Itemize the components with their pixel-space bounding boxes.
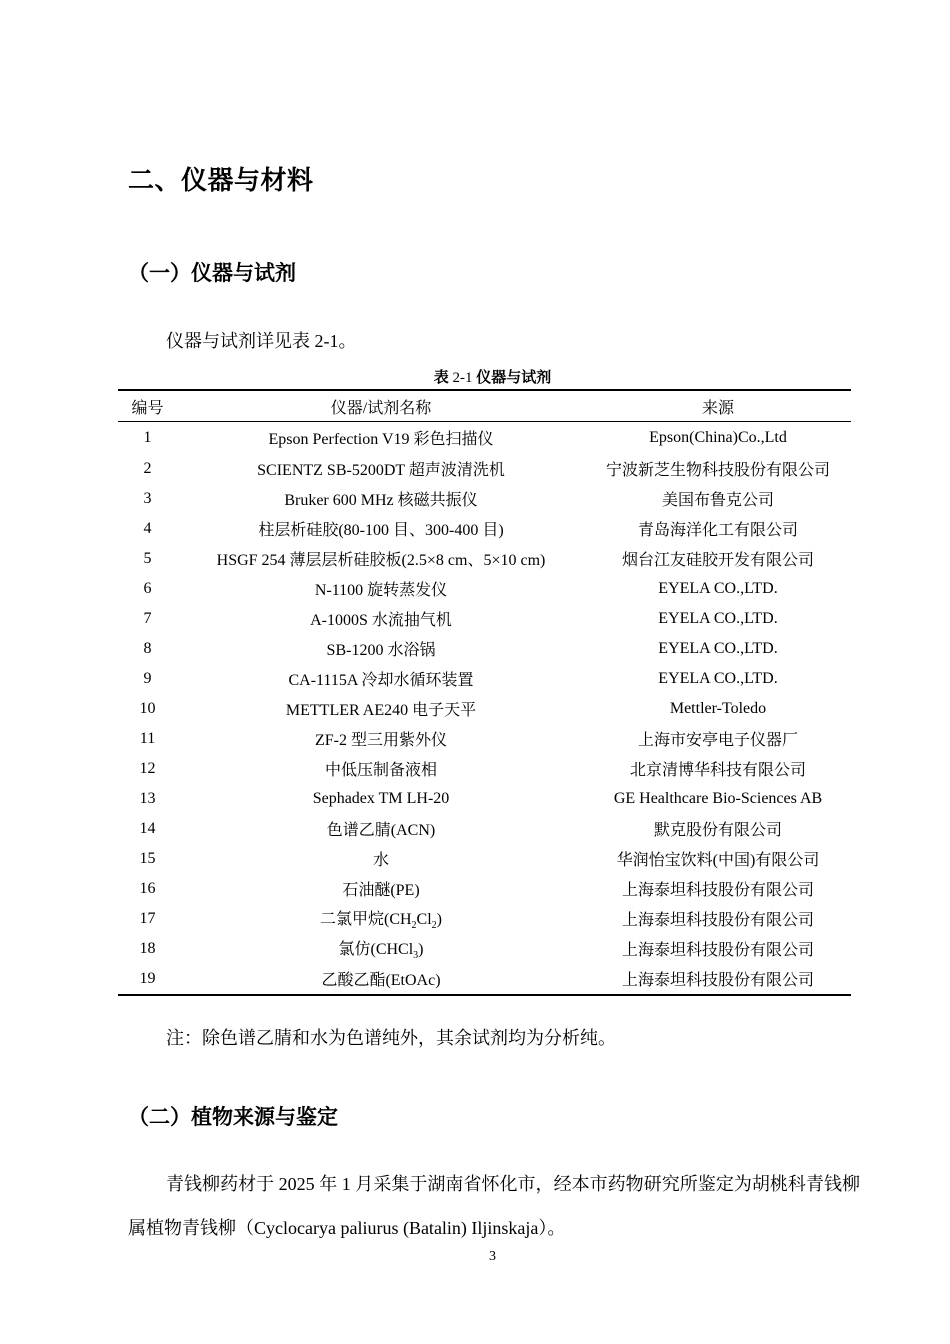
table-row bbox=[118, 934, 851, 964]
cell-number: 16 bbox=[139, 879, 156, 897]
cell-number: 13 bbox=[139, 789, 156, 807]
cell-number: 5 bbox=[143, 549, 152, 567]
note-paragraph: 注：除色谱乙腈和水为色谱纯外，其余试剂均为分析纯。 bbox=[166, 1028, 616, 1048]
cell-name: 石油醚(PE) bbox=[342, 882, 420, 899]
cell-number: 1 bbox=[143, 428, 152, 446]
table-row bbox=[118, 874, 851, 904]
cell-number: 9 bbox=[143, 669, 152, 687]
cell-number: 2 bbox=[143, 459, 152, 477]
table-row bbox=[118, 604, 851, 634]
table-row bbox=[118, 634, 851, 664]
cell-name: 二氯甲烷$(CH_2Cl_2)$ bbox=[319, 910, 442, 932]
table-caption-number: 2-1 bbox=[448, 370, 477, 386]
cell-name: N-1100 旋转蒸发仪 bbox=[314, 582, 448, 599]
cell-source: Mettler-Toledo bbox=[669, 699, 767, 717]
cell-number: 19 bbox=[139, 969, 156, 987]
table-row bbox=[118, 904, 851, 934]
cell-source: 上海泰坦科技股份有限公司 bbox=[621, 942, 814, 959]
plant-paragraph: 青钱柳药材于 2025 年 1 月采集于湖南省怀化市，经本市药物研究所鉴定为胡桃科青钱柳属植物青钱柳（Cyclocarya paliurus (Batalin) Iljinskaja）。 bbox=[128, 1174, 860, 1238]
table-row bbox=[118, 964, 851, 995]
cell-source: EYELA CO.,LTD. bbox=[658, 639, 778, 657]
table-row bbox=[118, 844, 851, 874]
cell-source: Epson(China)Co.,Ltd bbox=[649, 428, 787, 446]
cell-source: 华润怡宝饮料(中国)有限公司 bbox=[616, 852, 820, 869]
table-header-row bbox=[118, 390, 851, 422]
cell-number: 15 bbox=[139, 849, 156, 867]
cell-name: Bruker 600 MHz 核磁共振仪 bbox=[284, 492, 478, 509]
cell-name: CA-1115A 冷却水循环装置 bbox=[288, 672, 474, 689]
table-caption-title: 仪器与试剂 bbox=[476, 368, 552, 386]
header-source: 来源 bbox=[701, 399, 734, 417]
cell-number: 11 bbox=[139, 729, 156, 747]
cell-name: ZF-2 型三用紫外仪 bbox=[314, 732, 447, 749]
cell-number: 6 bbox=[143, 579, 152, 597]
page-number: 3 bbox=[489, 1249, 496, 1264]
cell-name: 氯仿(CHCl$_3$) bbox=[338, 940, 424, 962]
cell-name: 中低压制备液相 bbox=[324, 762, 437, 779]
cell-source: 上海市安亭电子仪器厂 bbox=[637, 732, 798, 749]
cell-source: 上海泰坦科技股份有限公司 bbox=[621, 912, 814, 929]
section-title: 二、仪器与材料 bbox=[128, 166, 314, 196]
table-row bbox=[118, 514, 851, 544]
cell-source: EYELA CO.,LTD. bbox=[658, 609, 778, 627]
cell-source: GE Healthcare Bio-Sciences AB bbox=[613, 789, 823, 807]
header-name: 仪器/试剂名称 bbox=[330, 399, 432, 417]
cell-source: EYELA CO.,LTD. bbox=[658, 669, 778, 687]
cell-number: 17 bbox=[139, 909, 156, 927]
instruments-table bbox=[118, 389, 851, 996]
cell-name: 柱层析硅胶(80-100 目、300-400 目) bbox=[258, 522, 504, 539]
cell-source: 烟台江友硅胶开发有限公司 bbox=[621, 552, 814, 569]
table-row bbox=[118, 422, 851, 454]
cell-source: 宁波新芝生物科技股份有限公司 bbox=[605, 462, 830, 479]
cell-name: 水 bbox=[372, 852, 389, 869]
table-caption bbox=[0, 366, 950, 387]
cell-number: 10 bbox=[139, 699, 156, 717]
subsection-title-instruments: （一）仪器与试剂 bbox=[128, 261, 296, 285]
table-row bbox=[118, 454, 851, 484]
table-row bbox=[118, 664, 851, 694]
cell-source: 默克股份有限公司 bbox=[653, 822, 782, 839]
table-caption-prefix: 表 bbox=[433, 368, 449, 386]
table-row bbox=[118, 814, 851, 844]
cell-name: A-1000S 水流抽气机 bbox=[310, 612, 452, 629]
cell-source: 青岛海洋化工有限公司 bbox=[637, 522, 798, 539]
table-row bbox=[118, 784, 851, 814]
cell-number: 4 bbox=[143, 519, 152, 537]
table-body bbox=[118, 422, 851, 995]
table-row bbox=[118, 754, 851, 784]
cell-name: Sephadex TM LH-20 bbox=[312, 789, 450, 807]
cell-source: EYELA CO.,LTD. bbox=[658, 579, 778, 597]
table-row bbox=[118, 574, 851, 604]
header-number: 编号 bbox=[131, 399, 164, 417]
cell-number: 18 bbox=[139, 939, 156, 957]
cell-source: 美国布鲁克公司 bbox=[661, 492, 774, 509]
cell-number: 8 bbox=[143, 639, 152, 657]
table-row bbox=[118, 484, 851, 514]
cell-name: SCIENTZ SB-5200DT 超声波清洗机 bbox=[257, 462, 505, 479]
table-row bbox=[118, 544, 851, 574]
cell-number: 7 bbox=[143, 609, 152, 627]
cell-source: 上海泰坦科技股份有限公司 bbox=[621, 972, 814, 989]
cell-name: METTLER AE240 电子天平 bbox=[285, 702, 477, 719]
cell-name: 乙酸乙酯(EtOAc) bbox=[321, 972, 441, 989]
cell-name: HSGF 254 薄层层析硅胶板(2.5×8 cm、5×10 cm) bbox=[216, 552, 546, 569]
cell-number: 3 bbox=[143, 489, 152, 507]
cell-number: 12 bbox=[139, 759, 156, 777]
table-row bbox=[118, 724, 851, 754]
cell-number: 14 bbox=[139, 819, 156, 837]
cell-source: 上海泰坦科技股份有限公司 bbox=[621, 882, 814, 899]
intro-paragraph: 仪器与试剂详见表 2-1。 bbox=[166, 331, 357, 351]
table-row bbox=[118, 694, 851, 724]
cell-name: Epson Perfection V19 彩色扫描仪 bbox=[268, 431, 494, 449]
cell-name: SB-1200 水浴锅 bbox=[326, 642, 436, 659]
cell-name: 色谱乙腈(ACN) bbox=[326, 822, 436, 839]
cell-source: 北京清博华科技有限公司 bbox=[629, 762, 806, 779]
subsection-title-plant: （二）植物来源与鉴定 bbox=[128, 1105, 338, 1129]
